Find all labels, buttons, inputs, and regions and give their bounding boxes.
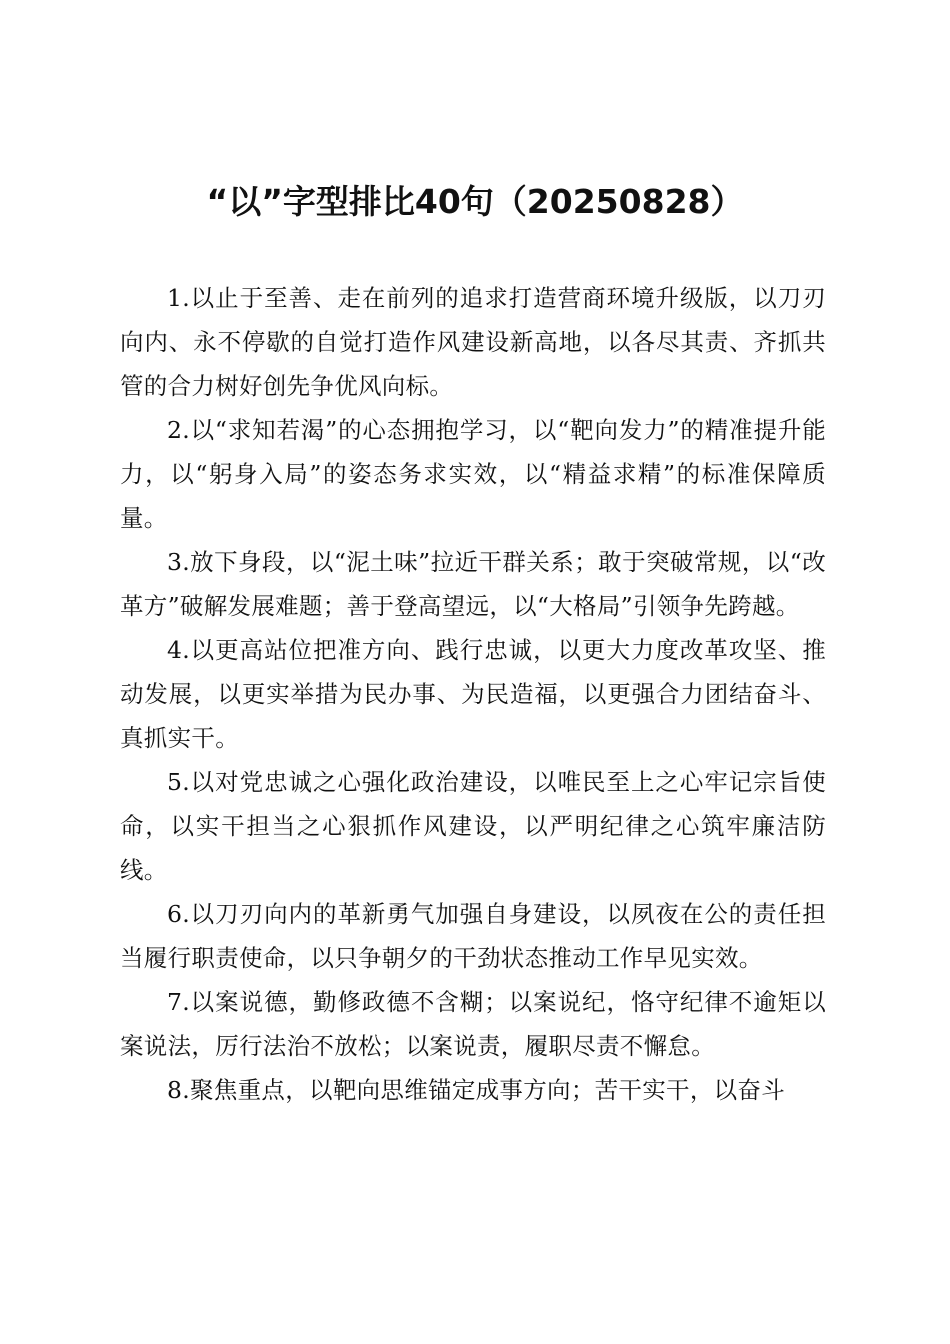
document-title: “以”字型排比40句（20250828） — [206, 182, 744, 221]
paragraph-2: 2.以“求知若渴”的心态拥抱学习，以“靶向发力”的精准提升能力，以“躬身入局”的姿态务求实效，以“精益求精”的标准保障质量。 — [120, 416, 826, 532]
paragraph-6: 6.以刀刃向内的革新勇气加强自身建设，以夙夜在公的责任担当履行职责使命，以只争朝夕的干劲状态推动工作早见实效。 — [120, 900, 826, 972]
paragraph-7: 7.以案说德，勤修政德不含糊；以案说纪，恪守纪律不逾矩以案说法，厉行法治不放松；以案说责，履职尽责不懈怠。 — [120, 988, 826, 1060]
paragraph-3: 3.放下身段，以“泥土味”拉近干群关系；敢于突破常规，以“改革方”破解发展难题；善于登高望远，以“大格局”引领争先跨越。 — [120, 548, 826, 620]
paragraph-5: 5.以对党忠诚之心强化政治建设，以唯民至上之心牢记宗旨使命，以实干担当之心狠抓作风建设，以严明纪律之心筑牢廉洁防线。 — [120, 768, 826, 884]
document-body — [120, 276, 826, 1112]
paragraph-4: 4.以更高站位把准方向、践行忠诚，以更大力度改革攻坚、推动发展，以更实举措为民办事、为民造福，以更强合力团结奋斗、真抓实干。 — [120, 636, 826, 752]
paragraph-1: 1.以止于至善、走在前列的追求打造营商环境升级版，以刀刃向内、永不停歇的自觉打造作风建设新高地，以各尽其责、齐抓共管的合力树好创先争优风向标。 — [120, 284, 826, 400]
paragraph-8: 8.聚焦重点，以靶向思维锚定成事方向；苦干实干，以奋斗 — [167, 1076, 786, 1104]
